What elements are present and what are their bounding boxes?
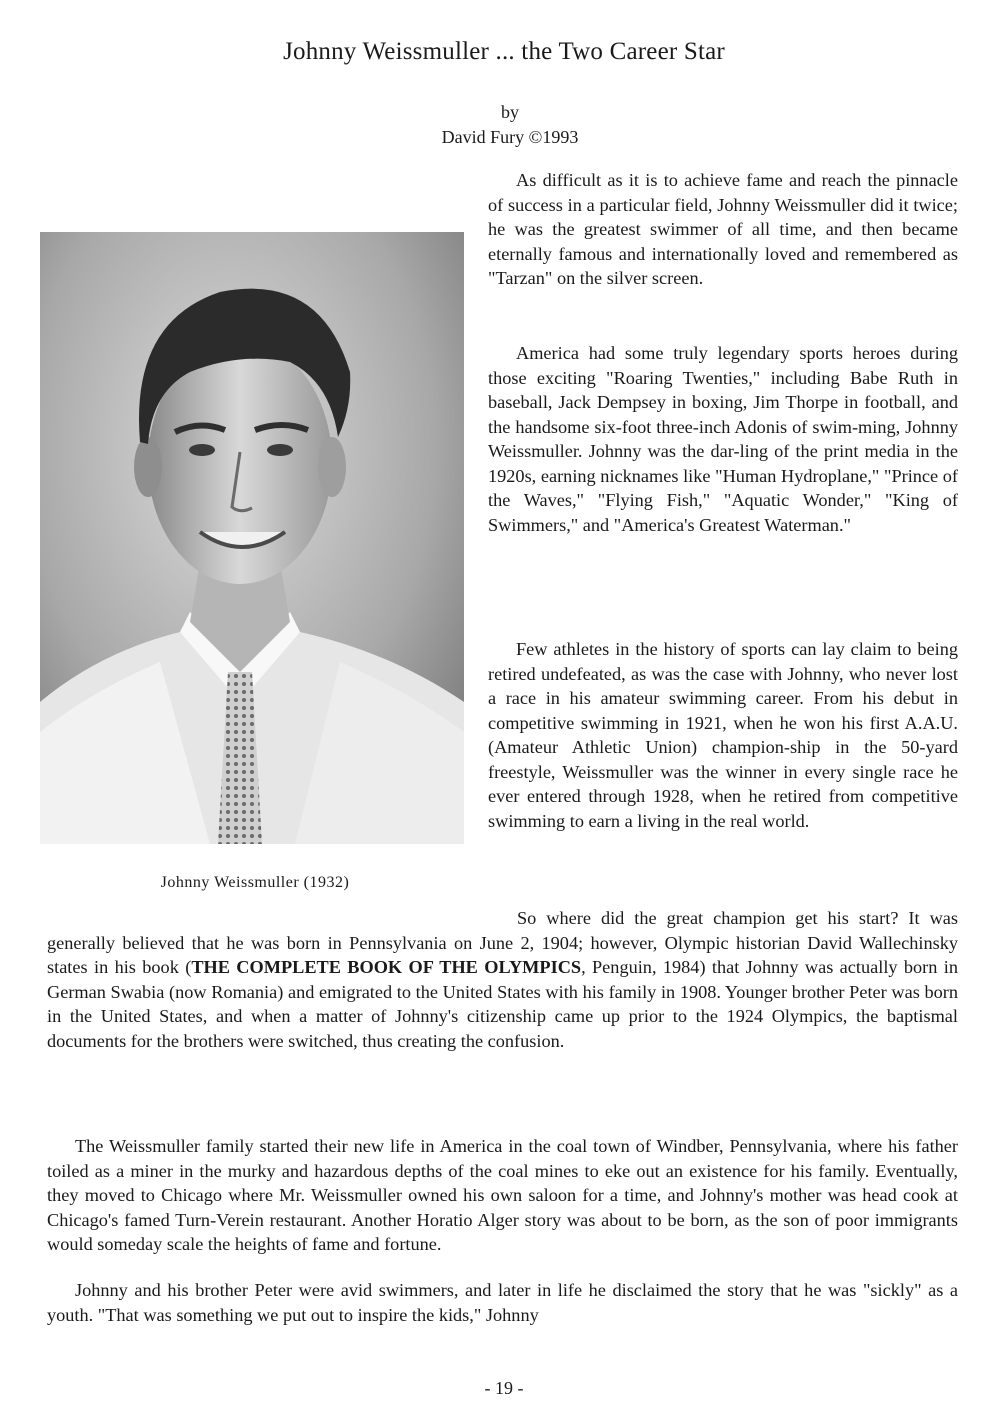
birthplace-text-end: , Penguin, 1984) that Johnny was actually born in German Swabia (now Romania) and emigrated to the United States with his family in 1908. Younger brother Peter was born in the United States, and when a matter of Johnny's citizenship came up prior to the 1924 Olympics, the baptismal documents for the brothers were switched, thus creating the confusion. <box>47 957 959 1051</box>
portrait-illustration <box>40 232 464 844</box>
paragraph-family: The Weissmuller family started their new life in America in the coal town of Windber, Pennsylvania, where his father toiled as a miner in the murky and hazardous depths of the coal mines to eke out an existence for his family. Eventually, they moved to Chicago where Mr. Weissmuller owned his own saloon for a time, and Johnny's mother was head cook at Chicago's famed Turn-Verein restaurant. Another Horatio Alger story was about to be born, as the son of poor immigrants would someday scale the heights of fame and fortune. <box>47 1136 958 1254</box>
portrait-photo <box>40 232 464 844</box>
paragraph-sports-heroes: America had some truly legendary sports heroes during those exciting "Roaring Twenties," including Babe Ruth in baseball, Jack Dempsey in boxing, Jim Thorpe in football, and the handsome six-foot three-inch Adonis of swim-ming, Johnny Weissmuller. Johnny was the dar-ling of the print media in the 1920s, earning nicknames like "Human Hydroplane," "Prince of the Waves," "Flying Fish," "Aquatic Wonder," "King of Swimmers," and "America's Greatest Waterman." <box>488 343 958 535</box>
byline <box>400 100 620 150</box>
photo-caption: Johnny Weissmuller (1932) <box>160 874 350 891</box>
book-title: THE COMPLETE BOOK OF THE OLYMPICS <box>191 957 582 977</box>
birthplace-text-start: So where did the great champion get his start? It was generally believed that he was born in Pennsylvania on June 2, 1904; however, Olympic historian David Wallechinsky states in his book ( <box>47 908 958 977</box>
paragraph-undefeated: Few athletes in the history of sports can lay claim to being retired undefeated, as was the case with Johnny, who never lost a race in his amateur swimming career. From his debut in competitive swimming in 1921, when he won his first A.A.U. (Amateur Athletic Union) champion-ship in the 50-yard freestyle, Weissmuller was the winner in every single race he ever entered through 1928, when he retired from competitive swimming to earn a living in the real world. <box>488 639 958 831</box>
paragraph-intro: As difficult as it is to achieve fame and reach the pinnacle of success in a particular field, Johnny Weissmuller did it twice; he was the greatest swimmer of all time, and then became eternally famous and internationally loved and remembered as "Tarzan" on the silver screen. <box>488 170 958 288</box>
byline-by: by <box>501 102 519 122</box>
page-number: - 19 - <box>484 1378 524 1398</box>
paragraph-birthplace <box>47 906 958 1053</box>
byline-author: David Fury ©1993 <box>441 127 579 147</box>
article-title: Johnny Weissmuller ... the Two Career Star <box>283 38 725 65</box>
paragraph-swimmers: Johnny and his brother Peter were avid swimmers, and later in life he disclaimed the story that he was "sickly" as a youth. "That was something we put out to inspire the kids," Johnny <box>47 1280 958 1325</box>
